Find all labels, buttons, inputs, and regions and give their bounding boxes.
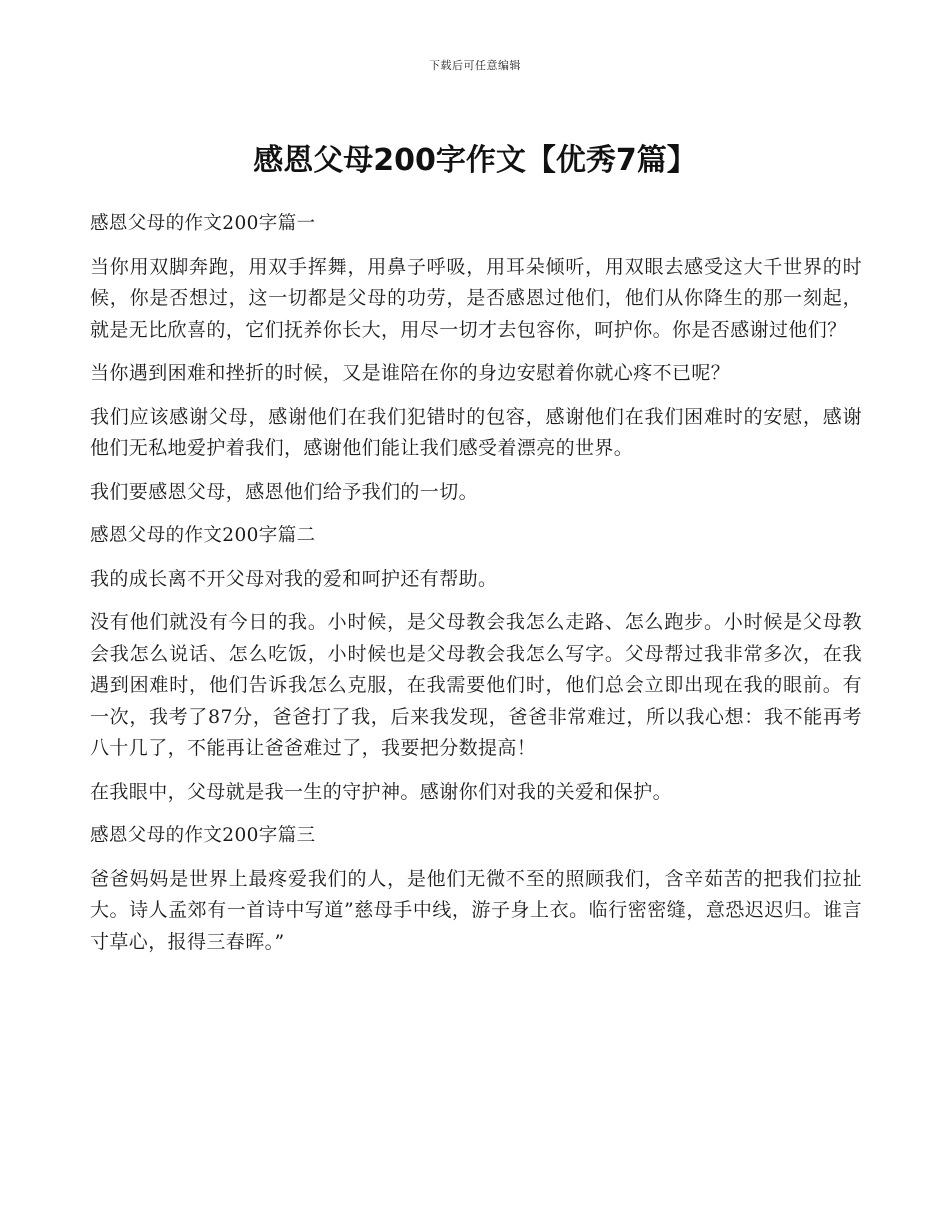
section-heading-3: 感恩父母的作文200字篇三 — [90, 825, 316, 846]
paragraph: 爸爸妈妈是世界上最疼爱我们的人，是他们无微不至的照顾我们，含辛茹苦的把我们拉扯大。诗人孟郊有一首诗中写道”慈母手中线，游子身上衣。临行密密缝，意恐迟迟归。谁言寸草心，报得三春晖。” — [90, 867, 862, 953]
paragraph: 我们要感恩父母，感恩他们给予我们的一切。 — [90, 480, 479, 503]
document-title: 感恩父母200字作文【优秀7篇】 — [253, 143, 697, 178]
header-note: 下载后可任意编辑 — [429, 59, 521, 72]
paragraph: 当你用双脚奔跑，用双手挥舞，用鼻子呼吸，用耳朵倾听，用双眼去感受这大千世界的时候，你是否想过，这一切都是父母的功劳，是否感恩过他们，他们从你降生的那一刻起，就是无比欣喜的，它们抚养你长大，用尽一切才去包容你，呵护你。你是否感谢过他们？ — [90, 255, 862, 341]
paragraph: 我的成长离不开父母对我的爱和呵护还有帮助。 — [90, 567, 498, 590]
document-body — [90, 208, 862, 970]
paragraph: 没有他们就没有今日的我。小时候，是父母教会我怎么走路、怎么跑步。小时候是父母教会我怎么说话、怎么吃饭，小时候也是父母教会我怎么写字。父母帮过我非常多次，在我遇到困难时，他们告诉我怎么克服，在我需要他们时，他们总会立即出现在我的眼前。有一次，我考了87分，爸爸打了我，后来我发现，爸爸非常难过，所以我心想：我不能再考八十几了，不能再让爸爸难过了，我要把分数提高！ — [90, 611, 862, 759]
paragraph: 在我眼中，父母就是我一生的守护神。感谢你们对我的关爱和保护。 — [90, 780, 673, 803]
section-heading-1: 感恩父母的作文200字篇一 — [90, 213, 316, 234]
section-heading-2: 感恩父母的作文200字篇二 — [90, 525, 316, 546]
paragraph: 我们应该感谢父母，感谢他们在我们犯错时的包容，感谢他们在我们困难时的安慰，感谢他们无私地爱护着我们，感谢他们能让我们感受着漂亮的世界。 — [90, 405, 862, 459]
paragraph: 当你遇到困难和挫折的时候，又是谁陪在你的身边安慰着你就心疼不已呢？ — [90, 362, 731, 384]
